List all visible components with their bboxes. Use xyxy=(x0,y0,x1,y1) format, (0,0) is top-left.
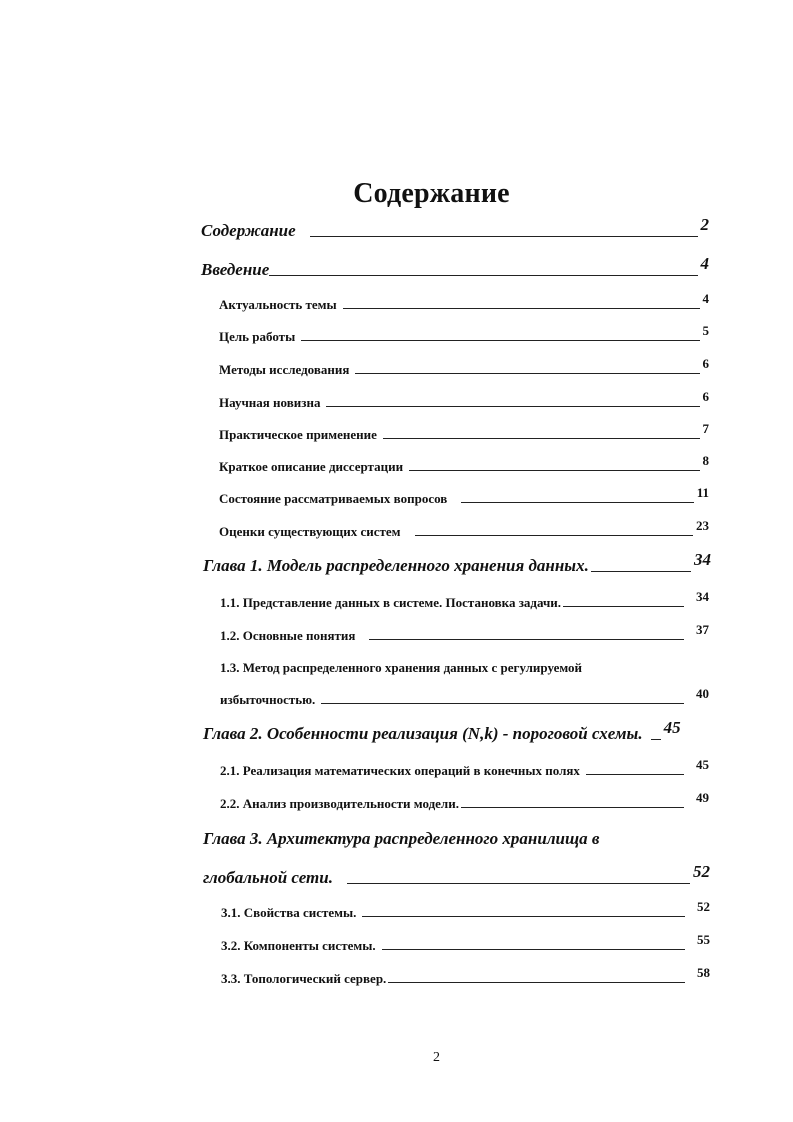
toc-entry-page: 37 xyxy=(696,622,709,637)
toc-entry-page: 5 xyxy=(702,323,709,338)
toc-entry xyxy=(219,389,709,411)
toc-entry xyxy=(221,965,710,987)
toc-entry-text: Глава 2. Особенности реализация (N,k) - пороговой схемы. xyxy=(203,724,643,743)
toc-entry-text: Состояние рассматриваемых вопросов xyxy=(219,491,448,506)
leader-line xyxy=(409,469,699,471)
toc-entry xyxy=(219,485,709,507)
leader-line xyxy=(383,437,700,439)
toc-entry-text: Практическое применение xyxy=(219,427,377,442)
toc-entry xyxy=(221,932,710,954)
toc-entry xyxy=(221,899,710,921)
leader-line xyxy=(343,307,700,309)
toc-entry xyxy=(220,589,709,611)
toc-entry-page: 45 xyxy=(663,718,681,737)
toc-entry xyxy=(203,550,711,576)
toc-entry-text: 3.1. Свойства системы. xyxy=(221,905,357,920)
toc-entry-page: 6 xyxy=(702,389,709,404)
toc-entry xyxy=(219,291,709,313)
toc-entry-page: 49 xyxy=(696,790,709,805)
toc-entry-text: Введение xyxy=(201,260,270,279)
toc-entry-page: 4 xyxy=(700,254,709,273)
toc-entry-text: Методы исследования xyxy=(219,362,350,377)
leader-line xyxy=(461,501,693,503)
toc-entry xyxy=(220,622,709,644)
toc-entry-page: 40 xyxy=(696,686,709,701)
toc-entry xyxy=(220,790,709,812)
toc-entry-page: 52 xyxy=(697,899,710,914)
toc-entry-page: 45 xyxy=(696,757,709,772)
toc-entry xyxy=(219,421,709,443)
toc-entry-text: 2.1. Реализация математических операций в конечных полях xyxy=(220,763,580,778)
toc-entry xyxy=(201,215,709,241)
leader-line xyxy=(563,605,684,607)
toc-entry-text: глобальной сети. xyxy=(203,868,333,887)
toc-entry-page: 58 xyxy=(697,965,710,980)
leader-line xyxy=(651,738,661,740)
toc-entry-text: Цель работы xyxy=(219,329,296,344)
toc-entry-text: 1.2. Основные понятия xyxy=(220,628,356,643)
leader-line xyxy=(591,570,691,572)
leader-line xyxy=(326,405,699,407)
leader-line xyxy=(362,915,685,917)
leader-line xyxy=(382,948,685,950)
toc-entry-page: 34 xyxy=(694,550,711,569)
toc-entry-text: избыточностью. xyxy=(220,692,316,707)
leader-line xyxy=(321,702,684,704)
toc-entry-page: 8 xyxy=(702,453,709,468)
leader-line xyxy=(310,235,698,237)
toc-entry-page: 23 xyxy=(696,518,709,533)
toc-entry-page: 52 xyxy=(693,862,710,881)
toc-entry-text: Оценки существующих систем xyxy=(219,524,401,539)
toc-entry-text: 3.2. Компоненты системы. xyxy=(221,938,376,953)
leader-line xyxy=(388,981,685,983)
toc-entry-page: 6 xyxy=(702,356,709,371)
toc-entry-text: Научная новизна xyxy=(219,395,321,410)
toc-entry xyxy=(201,254,709,280)
toc-entry-line1: Глава 3. Архитектура распределенного хранилища в xyxy=(203,829,600,848)
leader-line xyxy=(301,339,699,341)
footer-page-number: 2 xyxy=(433,1050,440,1065)
toc-entry xyxy=(219,453,709,475)
toc-entry xyxy=(219,518,709,540)
toc-entry xyxy=(220,757,709,779)
toc-entry-text: 2.2. Анализ производительности модели. xyxy=(220,796,459,811)
toc-entry-text: 1.1. Представление данных в системе. Постановка задачи. xyxy=(220,595,562,610)
leader-line xyxy=(355,372,699,374)
leader-line xyxy=(586,773,684,775)
leader-line xyxy=(461,806,684,808)
toc-entry-page: 4 xyxy=(702,291,709,306)
toc-entry xyxy=(203,718,711,744)
toc-entry-text: Содержание xyxy=(201,221,296,240)
toc-entry-page: 34 xyxy=(696,589,709,604)
toc-entry-page: 11 xyxy=(696,485,709,500)
page-title: Содержание xyxy=(353,178,510,209)
toc-entry-text: Актуальность темы xyxy=(219,297,337,312)
leader-line xyxy=(369,638,684,640)
toc-entry-line1: 1.3. Метод распределенного хранения данных с регулируемой xyxy=(220,660,583,675)
leader-line xyxy=(415,534,693,536)
toc-entry-text: 3.3. Топологический сервер. xyxy=(221,971,387,986)
toc-entry-text: Краткое описание диссертации xyxy=(219,459,404,474)
toc-entry-page: 55 xyxy=(697,932,710,947)
toc-entry-text: Глава 1. Модель распределенного хранения данных. xyxy=(203,556,589,575)
leader-line xyxy=(269,274,697,276)
toc-entry xyxy=(220,686,709,708)
toc-entry-page: 7 xyxy=(702,421,709,436)
toc-entry xyxy=(203,862,710,888)
toc-entry xyxy=(219,356,709,378)
leader-line xyxy=(347,882,690,884)
toc-entry xyxy=(219,323,709,345)
toc-entry-page: 2 xyxy=(700,215,709,234)
